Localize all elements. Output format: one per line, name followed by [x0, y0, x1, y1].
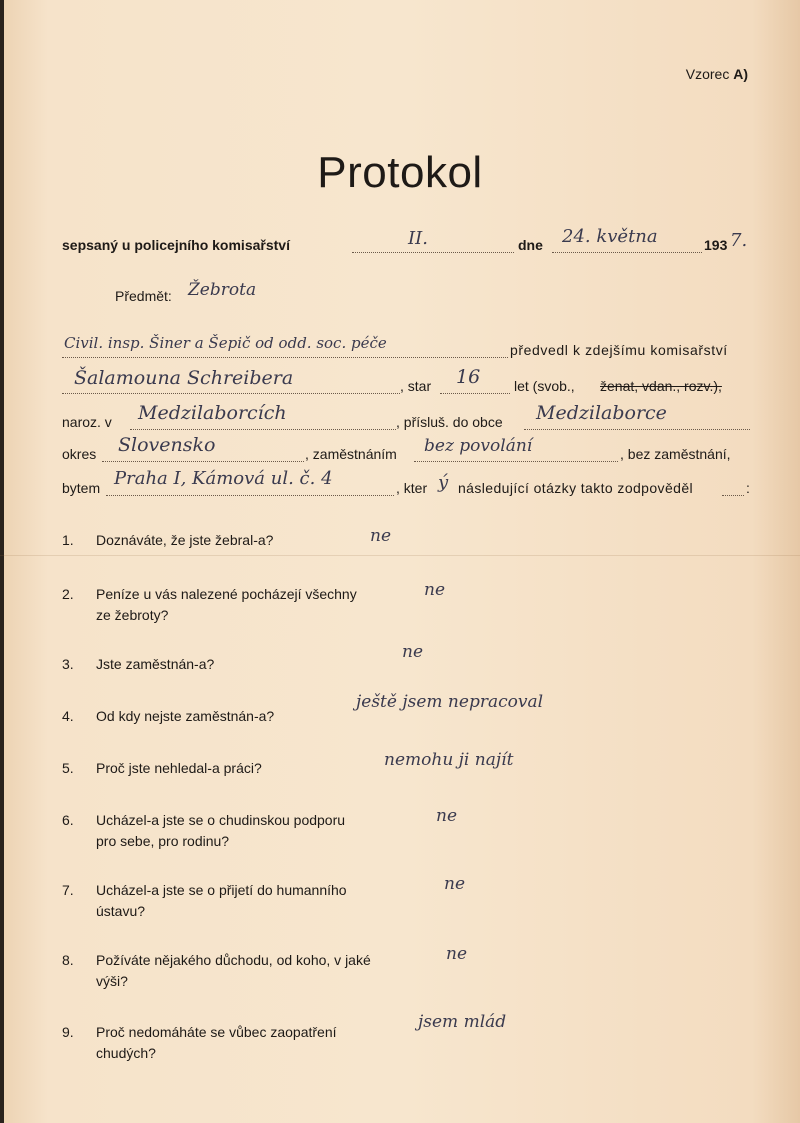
- question-text: [96, 584, 357, 626]
- dotted-line: [130, 429, 396, 430]
- brought-by: Civil. insp. Šiner a Šepič od odd. soc. péče: [64, 334, 387, 352]
- year-handwritten: 7.: [730, 230, 748, 251]
- question-answer: jsem mlád: [418, 1012, 507, 1032]
- question-number: 6.: [62, 812, 74, 828]
- status-struck: ženat, vdan., rozv.),: [600, 378, 722, 394]
- question-text: [96, 654, 214, 675]
- question-number: 1.: [62, 532, 74, 548]
- question-line: Proč nedomáháte se vůbec zaopatření: [96, 1024, 337, 1040]
- question-answer: ne: [424, 580, 446, 600]
- age-label: , star: [400, 378, 432, 394]
- question-text: [96, 1022, 337, 1064]
- brought-to-text: předvedl k zdejšímu komisařství: [510, 342, 728, 358]
- question-answer: ne: [444, 874, 466, 894]
- question-text: [96, 810, 345, 852]
- subject-label: Předmět:: [115, 288, 172, 304]
- answers-colon: :: [746, 480, 750, 496]
- commissariat-number: II.: [408, 228, 428, 249]
- belongs-place: Medzilaborce: [536, 402, 667, 424]
- question-line: pro sebe, pro rodinu?: [96, 833, 230, 849]
- question-text: [96, 950, 371, 992]
- question-line: Proč jste nehledal-a práci?: [96, 760, 262, 776]
- occupation-label: , zaměstnáním: [305, 446, 397, 462]
- dotted-line: [524, 429, 750, 430]
- question-number: 9.: [62, 1024, 74, 1040]
- question-number: 5.: [62, 760, 74, 776]
- status-label: let (svob.,: [514, 378, 575, 394]
- residence-label: bytem: [62, 480, 101, 496]
- form-code: [686, 66, 748, 82]
- question-number: 8.: [62, 952, 74, 968]
- page-title: Protokol: [317, 148, 483, 197]
- question-line: Požíváte nějakého důchodu, od koho, v jaké: [96, 952, 371, 968]
- dotted-line: [440, 393, 510, 394]
- question-line: ze žebroty?: [96, 607, 169, 623]
- question-answer: ne: [436, 806, 458, 826]
- dotted-line: [552, 252, 702, 253]
- answers-label: následující otázky takto zodpověděl: [458, 480, 694, 496]
- question-line: výši?: [96, 973, 128, 989]
- who-handwritten: ý: [438, 472, 449, 493]
- question-line: Doznáváte, že jste žebral-a?: [96, 532, 274, 548]
- question-line: Od kdy nejste zaměstnán-a?: [96, 708, 275, 724]
- paper-fold: [0, 555, 800, 556]
- dotted-line: [352, 252, 514, 253]
- question-text: [96, 758, 262, 779]
- question-text: [96, 530, 273, 551]
- belongs-label: , přísluš. do obce: [396, 414, 503, 430]
- district-label: okres: [62, 446, 97, 462]
- unemployed-label: , bez zaměstnání,: [620, 446, 731, 462]
- form-code-value: A): [733, 66, 748, 82]
- question-answer: ještě jsem nepracoval: [356, 692, 544, 712]
- form-code-label: Vzorec: [685, 66, 730, 82]
- born-label: naroz. v: [62, 414, 112, 430]
- question-number: 7.: [62, 882, 74, 898]
- question-text: [96, 880, 347, 922]
- dotted-line: [414, 461, 618, 462]
- year-printed: 193: [704, 237, 728, 253]
- age-value: 16: [456, 366, 481, 388]
- question-answer: ne: [446, 944, 468, 964]
- question-line: Peníze u vás nalezené pocházejí všechny: [96, 586, 357, 602]
- question-line: chudých?: [96, 1045, 156, 1061]
- question-answer: ne: [370, 526, 392, 546]
- dotted-line: [106, 495, 394, 496]
- district-value: Slovensko: [118, 434, 216, 456]
- subject-value: Žebrota: [188, 280, 257, 300]
- question-line: Ucházel-a jste se o přijetí do humanního: [96, 882, 347, 898]
- question-number: 3.: [62, 656, 74, 672]
- question-text: [96, 706, 274, 727]
- occupation-value: bez povolání: [424, 436, 533, 456]
- question-number: 4.: [62, 708, 74, 724]
- person-name: Šalamouna Schreibera: [74, 367, 294, 389]
- dotted-line: [722, 495, 744, 496]
- question-answer: ne: [402, 642, 424, 662]
- question-line: Ucházel-a jste se o chudinskou podporu: [96, 812, 346, 828]
- date-label: dne: [518, 237, 543, 253]
- header-prefix: sepsaný u policejního komisařství: [62, 237, 290, 253]
- question-line: ústavu?: [96, 903, 146, 919]
- question-answer: nemohu ji najít: [384, 750, 514, 770]
- dotted-line: [102, 461, 304, 462]
- who-label: , kter: [396, 480, 428, 496]
- born-place: Medzilaborcích: [138, 402, 287, 424]
- date-value: 24. května: [562, 226, 658, 247]
- question-line: Jste zaměstnán-a?: [96, 656, 215, 672]
- residence-value: Praha I, Kámová ul. č. 4: [114, 468, 333, 489]
- dotted-line: [62, 357, 508, 358]
- dotted-line: [62, 393, 400, 394]
- question-number: 2.: [62, 586, 74, 602]
